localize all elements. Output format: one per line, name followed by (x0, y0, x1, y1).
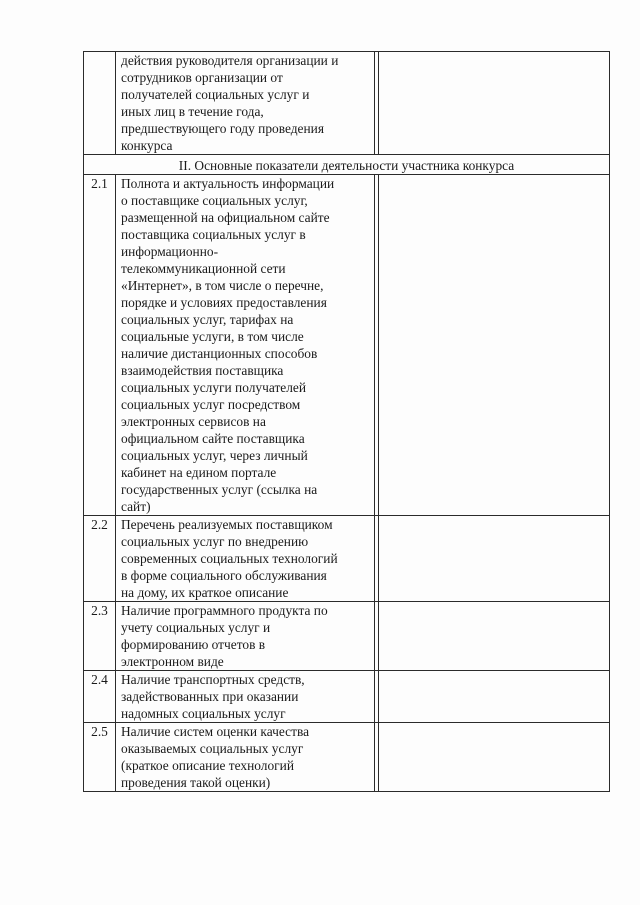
text-line: задействованных при оказании (121, 689, 299, 704)
text-line: предшествующего году проведения (121, 121, 324, 136)
row-description (116, 723, 375, 791)
row-description-cell (116, 175, 379, 516)
row-value-cell (379, 602, 610, 671)
text-line: (краткое описание технологий (121, 758, 294, 773)
text-line: Полнота и актуальность информации (121, 176, 335, 191)
text-line: действия руководителя организации и (121, 53, 339, 68)
table-row-2-5 (84, 723, 610, 792)
row-value-cell (379, 516, 610, 602)
text-line: конкурса (121, 138, 173, 153)
row-description (116, 175, 375, 515)
text-line: современных социальных технологий (121, 551, 338, 566)
text-line: Наличие транспортных средств, (121, 672, 305, 687)
table-row-2-2 (84, 516, 610, 602)
text-line: официальном сайте поставщика (121, 431, 305, 446)
text-line: иных лиц в течение года, (121, 104, 264, 119)
text-line: социальных услуг, через личный (121, 448, 308, 463)
text-line: поставщика социальных услуг в (121, 227, 306, 242)
text-line: информационно- (121, 244, 219, 259)
table-row-2-3 (84, 602, 610, 671)
row-description (116, 52, 375, 154)
text-line: на дому, их краткое описание (121, 585, 289, 600)
text-line: электронных сервисов на (121, 414, 266, 429)
text-line: о поставщике социальных услуг, (121, 193, 308, 208)
row-number: 2.4 (84, 671, 116, 723)
text-line: в форме социального обслуживания (121, 568, 327, 583)
text-line: сотрудников организации от (121, 70, 283, 85)
text-line: социальных услуг, тарифах на (121, 312, 294, 327)
section-heading-cell (84, 155, 610, 175)
row-number: 2.1 (84, 175, 116, 516)
indicators-table (83, 51, 610, 792)
row-description-cell (116, 671, 379, 723)
text-line: социальных услуг посредством (121, 397, 301, 412)
text-line: учету социальных услуг и (121, 620, 271, 635)
text-line: электронном виде (121, 654, 224, 669)
row-description-cell (116, 723, 379, 792)
row-number: 2.3 (84, 602, 116, 671)
text-line: размещенной на официальном сайте (121, 210, 330, 225)
table-row-2-4 (84, 671, 610, 723)
text-line: взаимодействия поставщика (121, 363, 284, 378)
text-line: оказываемых социальных услуг (121, 741, 304, 756)
text-line: кабинет на едином портале (121, 465, 277, 480)
row-description-cell (116, 602, 379, 671)
row-value-cell (379, 175, 610, 516)
text-line: порядке и условиях предоставления (121, 295, 327, 310)
text-line: Наличие систем оценки качества (121, 724, 310, 739)
row-description-cell (116, 52, 379, 155)
text-line: проведения такой оценки) (121, 775, 271, 790)
text-line: надомных социальных услуг (121, 706, 286, 721)
text-line: Наличие программного продукта по (121, 603, 328, 618)
text-line: Перечень реализуемых поставщиком (121, 517, 333, 532)
text-line: формированию отчетов в (121, 637, 266, 652)
text-line: наличие дистанционных способов (121, 346, 318, 361)
table-row-2-1 (84, 175, 610, 516)
row-value-cell (379, 52, 610, 155)
row-description-cell (116, 516, 379, 602)
text-line: телекоммуникационной сети (121, 261, 286, 276)
table-row-section-heading (84, 155, 610, 175)
row-number: 2.5 (84, 723, 116, 792)
row-value-cell (379, 671, 610, 723)
row-number-cell (84, 52, 116, 155)
text-line: «Интернет», в том числе о перечне, (121, 278, 324, 293)
row-value-cell (379, 723, 610, 792)
section-title: II. Основные показатели деятельности участника конкурса (178, 158, 515, 173)
text-line: государственных услуг (ссылка на (121, 482, 318, 497)
text-line: сайт) (121, 499, 151, 514)
text-line: социальных услуг по внедрению (121, 534, 309, 549)
table-row-continuation (84, 52, 610, 155)
row-description (116, 671, 375, 722)
text-line: социальных услуги получателей (121, 380, 307, 395)
text-line: социальные услуги, в том числе (121, 329, 304, 344)
text-line: получателей социальных услуг и (121, 87, 310, 102)
row-description (116, 516, 375, 601)
row-description (116, 602, 375, 670)
row-number: 2.2 (84, 516, 116, 602)
